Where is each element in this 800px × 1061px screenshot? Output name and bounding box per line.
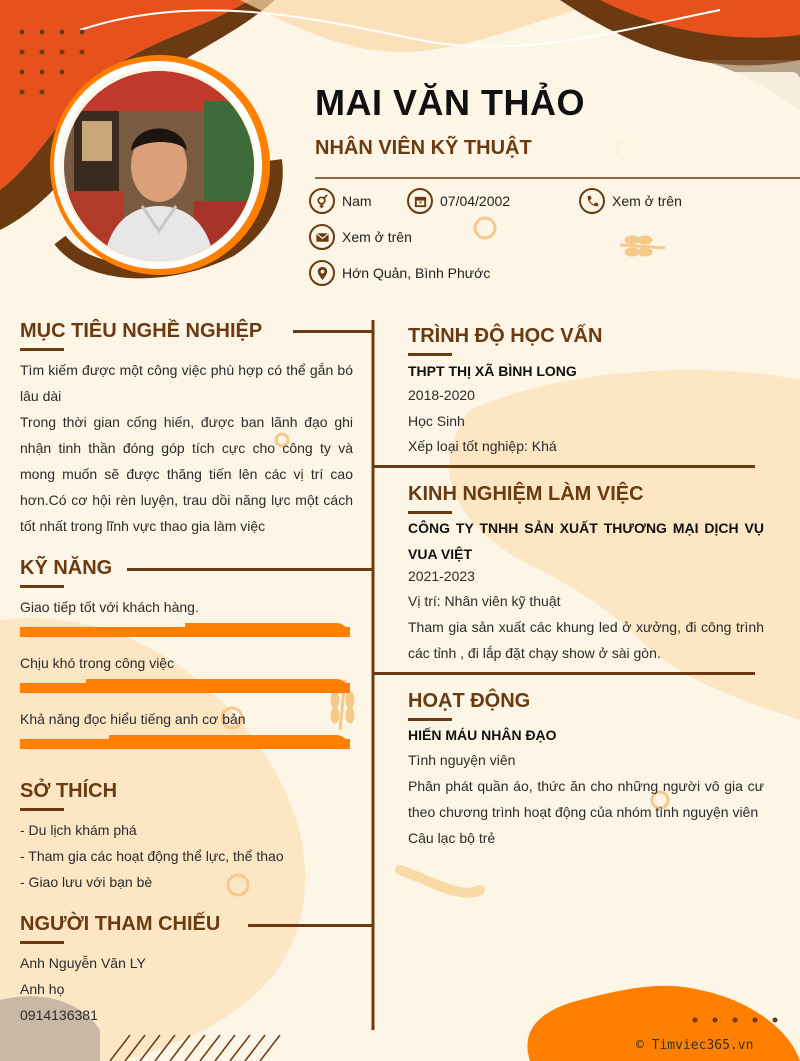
skill-label-2: Khả năng đọc hiểu tiếng anh cơ bản — [20, 711, 246, 727]
avatar-photo — [64, 71, 254, 261]
reference-name: Anh Nguyễn Văn LY — [20, 955, 146, 971]
skill-label-1: Chịu khó trong công việc — [20, 655, 175, 671]
contact-address — [309, 260, 490, 286]
experience-company: CÔNG TY TNHH SẢN XUẤT THƯƠNG MẠI DỊCH VỤ VUA VIỆT — [408, 520, 764, 562]
experience-description: Tham gia sản xuất các khung led ở xưởng, đi công trình các tỉnh , đi lắp đặt chạy show ở sài gòn. — [408, 619, 764, 661]
location-pin-icon — [309, 260, 335, 286]
education-divider — [373, 465, 755, 468]
education-school: THPT THỊ XÃ BÌNH LONG — [408, 363, 577, 379]
reference-phone: 0914136381 — [20, 1007, 98, 1023]
activity-name: HIẾN MÁU NHÂN ĐẠO — [408, 727, 557, 743]
hobbies-underline — [20, 808, 64, 811]
calendar-icon — [407, 188, 433, 214]
experience-divider — [373, 672, 755, 675]
objective-paragraph-1: Tìm kiếm được một công việc phù hợp có thể gắn bó lâu dài — [20, 362, 353, 404]
objective-title: MỤC TIÊU NGHỀ NGHIỆP — [20, 320, 263, 342]
hobby-item-0: - Du lịch khám phá — [20, 822, 137, 838]
candidate-position: NHÂN VIÊN KỸ THUẬT — [315, 137, 532, 159]
skills-divider — [127, 568, 373, 571]
objective-divider — [293, 330, 373, 333]
mail-icon — [309, 224, 335, 250]
birthday-value: 07/04/2002 — [440, 193, 511, 209]
contact-gender — [309, 188, 372, 214]
skill-bar-0 — [20, 623, 350, 637]
email-value: Xem ở trên — [342, 229, 412, 245]
education-grade: Xếp loại tốt nghiệp: Khá — [408, 438, 557, 454]
objective-underline — [20, 348, 64, 351]
activity-role: Tình nguyện viên — [408, 752, 516, 768]
experience-role: Vị trí: Nhân viên kỹ thuật — [408, 593, 561, 609]
phone-value: Xem ở trên — [612, 193, 682, 209]
objective-paragraph-2: Trong thời gian cống hiến, được ban lãnh đạo ghi nhận tinh thần đóng góp tích cực cho công ty và mong muốn sẽ được thăng tiến lên các vị trí cao hơn.Có cơ hội rèn luyện, trau dồi năng lực một cách tốt nhất trong lĩnh vực thao gia làm việc — [20, 414, 353, 534]
contact-phone — [579, 188, 682, 214]
hobby-item-1: - Tham gia các hoạt động thể lực, thể thao — [20, 848, 284, 864]
gender-value: Nam — [342, 193, 372, 209]
skill-fill-0 — [185, 623, 350, 637]
education-period: 2018-2020 — [408, 387, 475, 403]
references-underline — [20, 941, 64, 944]
skill-bar-2 — [20, 735, 350, 749]
references-title: NGƯỜI THAM CHIẾU — [20, 913, 221, 935]
experience-period: 2021-2023 — [408, 568, 475, 584]
experience-title: KINH NGHIỆM LÀM VIỆC — [408, 483, 644, 505]
education-title: TRÌNH ĐỘ HỌC VẤN — [408, 325, 603, 347]
avatar — [64, 71, 254, 261]
contact-birthday — [407, 188, 510, 214]
reference-relation: Anh họ — [20, 981, 65, 997]
watermark: © Timviec365.vn — [636, 1038, 754, 1053]
experience-underline — [408, 511, 452, 514]
activity-description: Phân phát quần áo, thức ăn cho những người vô gia cư theo chương trình hoạt động của nhóm tình nguyện viên — [408, 778, 764, 820]
address-value: Hớn Quản, Bình Phước — [342, 265, 491, 281]
education-underline — [408, 353, 452, 356]
references-divider — [248, 924, 373, 927]
hobby-item-2: - Giao lưu với bạn bè — [20, 874, 153, 890]
activities-title: HOẠT ĐỘNG — [408, 690, 531, 712]
phone-icon — [579, 188, 605, 214]
hobbies-title: SỞ THÍCH — [20, 780, 118, 802]
skills-underline — [20, 585, 64, 588]
education-major: Học Sinh — [408, 413, 465, 429]
skill-fill-1 — [86, 679, 350, 693]
activities-underline — [408, 718, 452, 721]
contact-email — [309, 224, 412, 250]
skill-bar-1 — [20, 679, 350, 693]
activity-club: Câu lạc bộ trẻ — [408, 830, 496, 846]
skill-fill-2 — [109, 735, 350, 749]
gender-icon — [309, 188, 335, 214]
skill-label-0: Giao tiếp tốt với khách hàng. — [20, 599, 199, 615]
candidate-name: MAI VĂN THẢO — [315, 82, 585, 123]
skills-title: KỸ NĂNG — [20, 557, 113, 579]
